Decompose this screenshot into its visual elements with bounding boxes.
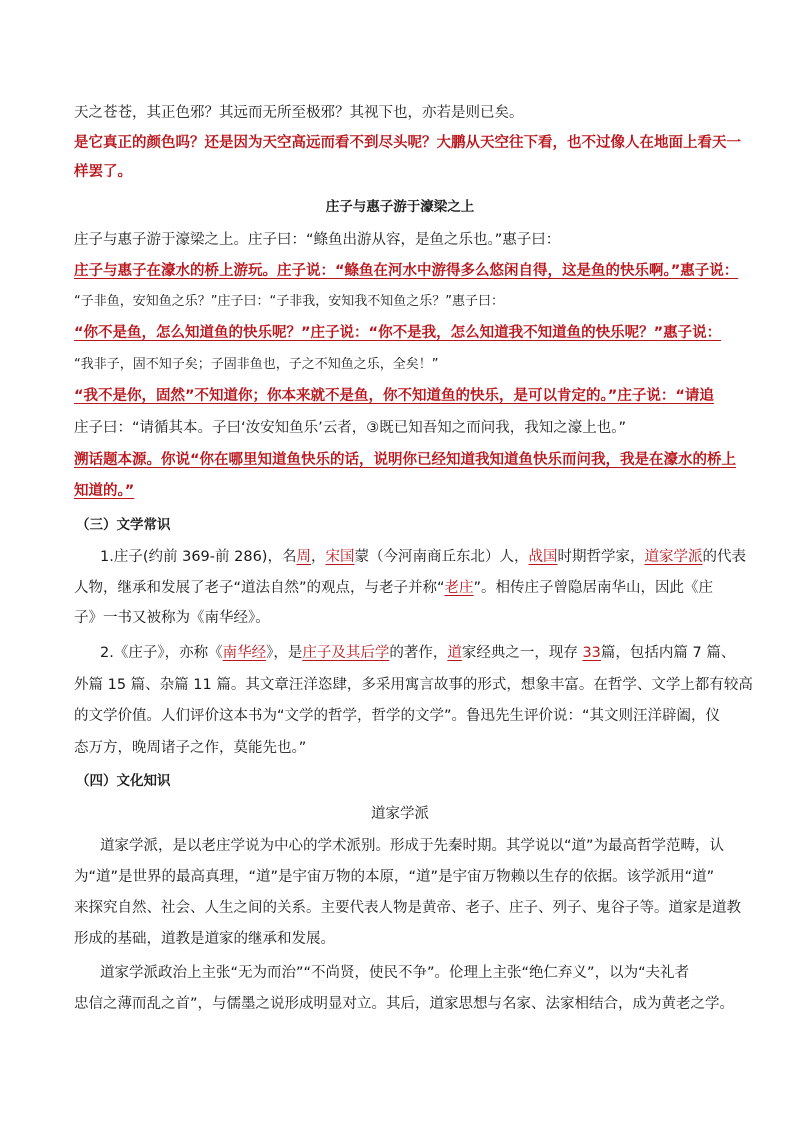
text-span: 蒙（今河南商丘东北）人， — [354, 549, 529, 565]
paragraph-line: 道家学派政治上主张“无为而治”“不尚贤，使民不争”。伦理上主张“绝仁弃义”，以为“夫礼者 — [100, 965, 690, 981]
paragraph-line: 忠信之薄而乱之首”，与儒墨之说形成明显对立。其后，道家思想与名家、法家相结合，成为黄老之学。 — [74, 996, 735, 1012]
text-span: ， — [310, 549, 326, 565]
classical-text-line: 庄子曰：“请循其本。子曰‘汝安知鱼乐’云者，③既已知吾知之而问我，我知之濠上也。” — [74, 420, 626, 436]
paragraph-line: 子》一书又被称为《南华经》。 — [74, 610, 270, 626]
paragraph-line: 外篇 15 篇、杂篇 11 篇。其文章汪洋恣肆，多采用寓言故事的形式，想象丰富。在哲学、文学上都有较高 — [74, 677, 753, 693]
paragraph-line: 道家学派，是以老庄学说为中心的学术派别。形成于先秦时期。其学说以“道”为最高哲学范畴，认 — [100, 838, 725, 854]
text-span: 人物，继承和发展了老子“道法自然”的观点，与老子并称“ — [74, 580, 445, 596]
section-heading: （三）文学常识 — [76, 517, 171, 533]
paragraph-line: 来探究自然、社会、人生之间的关系。主要代表人物是黄帝、老子、庄子、列子、鬼谷子等。道家是道教 — [74, 900, 741, 916]
translation-line: “你不是鱼，怎么知道鱼的快乐呢？”庄子说：“你不是我，怎么知道我不知道鱼的快乐呢？”惠子说： — [74, 325, 722, 341]
text-span: 的著作， — [389, 645, 448, 661]
highlight-term: 战国 — [528, 549, 558, 565]
translation-line: 样罢了。 — [74, 164, 132, 180]
paragraph-line — [74, 578, 726, 598]
paragraph-line: 形成的基础，道教是道家的继承和发展。 — [74, 931, 335, 947]
classical-text-line: 庄子与惠子游于濠梁之上。庄子曰：“鲦鱼出游从容，是鱼之乐也。”惠子曰： — [74, 232, 561, 248]
highlight-term: 庄子及其后学 — [302, 645, 390, 661]
subsection-title: 道家学派 — [371, 806, 429, 822]
text-span: 》，是 — [266, 645, 303, 661]
text-span: 时期哲学家， — [557, 549, 645, 565]
translation-line: 庄子与惠子在濠水的桥上游玩。庄子说：“鲦鱼在河水中游得多么悠闲自得，这是鱼的快乐啊。”惠子说： — [74, 263, 739, 279]
text-span: 家经典之一，现存 — [461, 645, 583, 661]
highlight-term: 33 — [582, 645, 601, 661]
paragraph-line: 为“道”是世界的最高真理，“道”是宇宙万物的本原，“道”是宇宙万物赖以生存的依据。该学派用“道” — [74, 869, 715, 885]
highlight-term: 南华经 — [222, 645, 267, 661]
text-span: ”。相传庄子曾隐居南华山，因此《庄 — [473, 580, 714, 596]
translation-line: “我不是你，固然”不知道你；你本来就不是鱼，你不知道鱼的快乐，是可以肯定的。”庄子说：“请追 — [74, 388, 714, 404]
story-title: 庄子与惠子游于濠梁之上 — [325, 199, 475, 215]
paragraph-line: 的文学价值。人们评价这本书为“文学的哲学，哲学的文学”。鲁迅先生评价说：“其文则汪洋辟阖，仪 — [74, 708, 721, 724]
section-heading: （四）文化知识 — [76, 773, 171, 789]
text-span: 2.《庄子》，亦称《 — [100, 645, 223, 661]
highlight-term: 老庄 — [444, 580, 474, 596]
classical-text-line: 天之苍苍，其正色邪？其远而无所至极邪？其视下也，亦若是则已矣。 — [74, 105, 524, 121]
highlight-term: 周 — [296, 549, 311, 565]
highlight-term: 道 — [447, 645, 462, 661]
paragraph-line — [100, 643, 736, 663]
classical-text-line: “我非子，固不知子矣；子固非鱼也，子之不知鱼之乐，全矣！” — [74, 357, 439, 372]
translation-line: 是它真正的颜色吗？还是因为天空高远而看不到尽头呢？大鹏从天空往下看，也不过像人在地面上看天一 — [74, 135, 741, 151]
translation-line: 溯话题本源。你说“你在哪里知道鱼快乐的话，说明你已经知道我知道鱼快乐而问我，我是在濠水的桥上 — [74, 452, 737, 468]
highlight-term: 宋国 — [325, 549, 355, 565]
paragraph-line — [100, 547, 746, 567]
translation-line: 知道的。” — [74, 483, 135, 499]
text-span: 的代表 — [702, 549, 746, 565]
text-span: 1.庄子(约前 369-前 286)，名 — [100, 549, 297, 565]
paragraph-line: 态万方，晚周诸子之作，莫能先也。” — [74, 740, 307, 756]
text-span: 篇，包括内篇 7 篇、 — [600, 645, 736, 661]
highlight-term: 道家学派 — [644, 549, 703, 565]
classical-text-line: “子非鱼，安知鱼之乐？”庄子曰：“子非我，安知我不知鱼之乐？”惠子曰： — [74, 294, 504, 309]
